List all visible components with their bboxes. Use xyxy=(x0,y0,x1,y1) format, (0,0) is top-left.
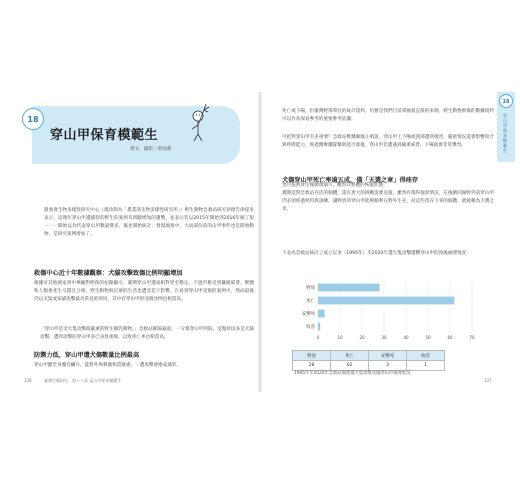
table-row xyxy=(293,361,445,371)
x-tick-label: 60 xyxy=(447,335,453,340)
left-running-footer: 臺灣生態研究．第十八章 穿山甲保育模範生 xyxy=(44,378,122,383)
table-cell: 62 xyxy=(331,361,369,371)
table-header-cell: 死亡 xyxy=(331,351,369,361)
waving-mascot-icon xyxy=(190,102,212,142)
section2-body: 穿山甲雖全身覆有鱗片，能對外界刺激相當敏感，一遭攻擊會捲成球狀， xyxy=(34,363,182,368)
x-tick-label: 40 xyxy=(403,335,409,340)
right-para4: 邁期這對急救站存活的個體，還有更大的挑戰需要克服，雖然有傷得復原情況，在後續回歸野外前穿山甲仍必須經過照料與訓練，讓野放的穿山甲能夠順利在野外生存，而這些留存下來的個體，就被稱為天選之章。 xyxy=(282,191,494,212)
category-label: 野放 xyxy=(306,286,315,291)
chapter-number-badge: 18 xyxy=(22,108,44,130)
category-label: 死亡 xyxy=(306,299,315,304)
bar-2 xyxy=(318,310,325,318)
x-tick-label: 10 xyxy=(337,335,343,340)
table-cell: 28 xyxy=(293,361,331,371)
bar-3 xyxy=(318,323,320,331)
x-tick-label: 0 xyxy=(316,335,320,340)
right-para2: 可把對穿山甲有多重要？急救站獸醫師綠小娟說，穿山甲上下喉或頸部遭到傷害，嚴重情況還會影響咬合與呼吸能力，經過醫療團隊幫助能否康復，穿山甲若遭遇到嚴重威脅，下場就會非常慘烈。 xyxy=(282,135,494,148)
table-header-cell: 野放 xyxy=(293,351,331,361)
left-intro-text: 農委會生物多樣性研究中心（現改制為「農業部生物多樣性研究所」）野生動物急救站研究員德告津提來表示，這幾年穿山甲遭捕狩的野生的案例有明顯增加的趨勢，並表示若以2015年開始到2016年解了很一一一開始以為代表穿山甲數量變多，後也開始統計，發現地很中，大雨部份前的山甲事件也是開始動物，是研究案例增加了。 xyxy=(44,208,254,237)
chapter-author: 撰文．攝影／黃灿喬 xyxy=(130,147,172,152)
table-header-cell: 安樂死 xyxy=(369,351,407,361)
table-cell: 1 xyxy=(407,361,445,371)
right-para3: 也可依照發生後續幾個月，觀察其整體的恢復狀態。 xyxy=(282,183,388,188)
chart-caption: 1995年至2020年急救站處理遭犬隻攻擊受傷穿山甲處理狀況 xyxy=(294,371,411,376)
dog-attack-chart xyxy=(292,275,482,347)
section1-body: 根據於其他國家到中華顧對野保的紀錄顯示，臺灣穿山甲遭成相對穿全穩定，不過仍舊受到獵捕威脅。獸醫和人類會產生交錯且互相，野生動物與民眾的生活也遭受若干影響。在看到穿山甲受傷的案例中，然而最後仍以犬隻或家貓攻擊最為常見的原因，其中有穿山甲的受傷比例也相當高。 xyxy=(34,281,254,302)
left-page-number: 136 xyxy=(24,378,32,383)
x-tick-label: 50 xyxy=(425,335,431,340)
side-chapter-text: 穿山甲保育模範生 xyxy=(503,113,507,153)
right-para5: 下表為急救站統計了成立以來（1995年）至2020年遭犬隻攻擊遭難穿山甲的預後處理情況： xyxy=(282,251,471,256)
right-page xyxy=(262,92,507,392)
section3-title: 犬傷穿山甲死亡率逾五成，僅「天選之章」得痊存 xyxy=(282,177,419,184)
chapter-title: 穿山甲保育模範生 xyxy=(50,128,159,143)
bar-0 xyxy=(318,284,380,292)
chart-data-table xyxy=(292,350,445,371)
table-cell: 3 xyxy=(369,361,407,371)
x-tick-label: 30 xyxy=(381,335,387,340)
table-header-cell: 收容 xyxy=(407,351,445,361)
right-page-number: 137 xyxy=(484,378,492,383)
x-tick-label: 70 xyxy=(469,335,475,340)
x-tick-label: 20 xyxy=(359,335,365,340)
table-header-row xyxy=(293,351,445,361)
category-label: 收容 xyxy=(306,325,315,330)
section2-title: 防禦力低，穿山甲遭犬傷數量比例最高 xyxy=(34,352,140,359)
section1-body2: 「穿山甲是受犬隻攻擊最嚴重的野生哺乳動物。」急救站歐陽諭說，一分領穿山甲到院，受傷原因多是犬貓攻擊，遭到攻擊的穿山甲多已身負重傷，以致死亡率也相當高。 xyxy=(40,327,254,340)
bar-1 xyxy=(318,297,454,305)
chapter-badge-wrap xyxy=(22,108,44,130)
category-label: 安樂死 xyxy=(301,312,315,317)
side-chapter-badge: 18 xyxy=(499,94,513,108)
section1-title: 救傷中心近十年數據觀察：犬貓攻擊致傷比例明顯增加 xyxy=(34,270,183,277)
right-para1: 死亡或下場，但臺灣野保單位的統計資料，仍舊是我們目前掌握最直接的來源，野生動物救傷的數據資料可以作為保育參考的重要參考依據。 xyxy=(282,109,494,122)
